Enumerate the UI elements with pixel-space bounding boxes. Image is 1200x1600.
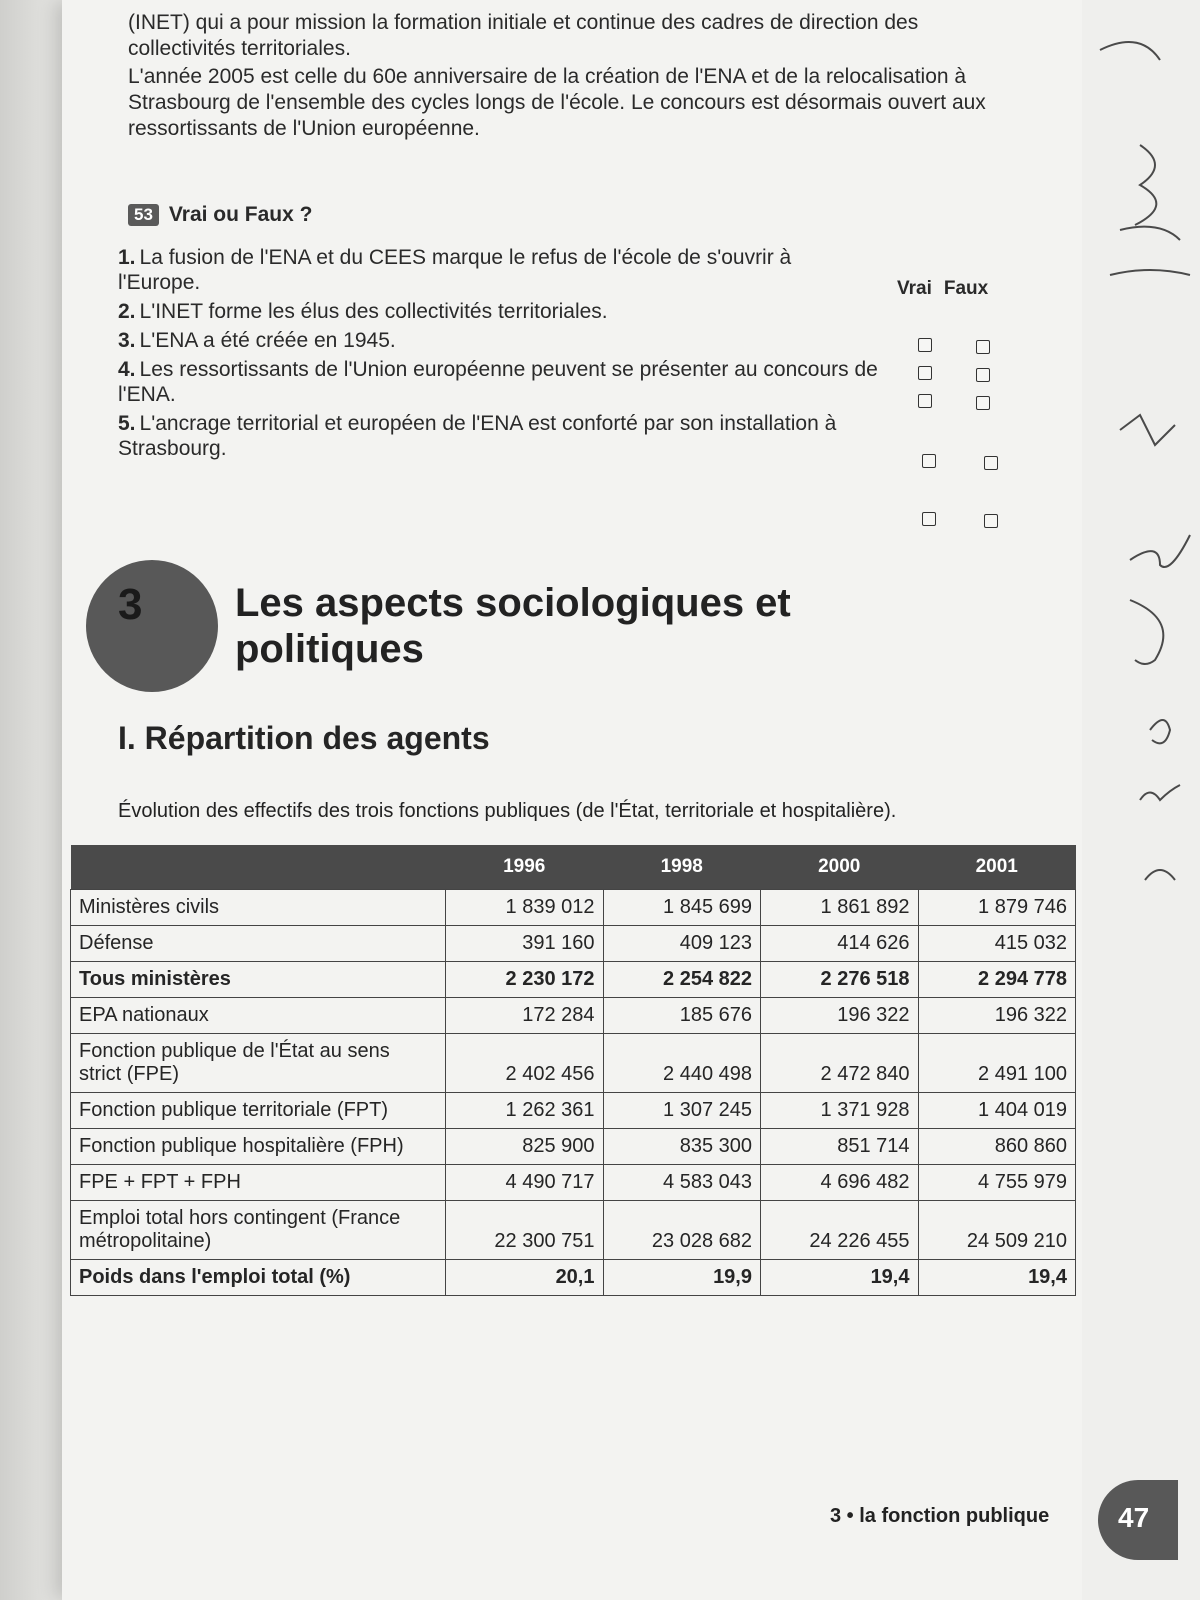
question-item [118, 411, 878, 461]
checkbox-vrai-1[interactable] [918, 338, 932, 352]
question-number: 5. [118, 412, 136, 435]
table-cell: 23 028 682 [603, 1201, 761, 1260]
table-header-cell: 1996 [446, 845, 604, 890]
question-number: 2. [118, 300, 136, 323]
exercise-number-badge: 53 [128, 204, 159, 226]
row-label: Fonction publique territoriale (FPT) [71, 1093, 446, 1129]
question-text: La fusion de l'ENA et du CEES marque le refus de l'école de s'ouvrir à l'Europe. [118, 246, 792, 294]
table-cell: 4 583 043 [603, 1165, 761, 1201]
table-cell: 415 032 [918, 926, 1076, 962]
table-cell: 4 755 979 [918, 1165, 1076, 1201]
table-cell: 1 404 019 [918, 1093, 1076, 1129]
table-cell: 19,4 [761, 1260, 919, 1296]
table-cell: 2 491 100 [918, 1034, 1076, 1093]
table-cell: 825 900 [446, 1129, 604, 1165]
table-row [71, 890, 1076, 926]
row-label: Poids dans l'emploi total (%) [71, 1260, 446, 1296]
table-cell: 4 490 717 [446, 1165, 604, 1201]
table-header-cell [71, 845, 446, 890]
question-item [118, 357, 878, 407]
table-cell: 1 879 746 [918, 890, 1076, 926]
question-text: L'ancrage territorial et européen de l'ENA est conforté par son installation à Strasbourg. [118, 412, 837, 460]
staffing-table [70, 845, 1076, 1296]
row-label: Tous ministères [71, 962, 446, 998]
section-title: Les aspects sociologiques et politiques [235, 581, 791, 671]
table-cell: 1 371 928 [761, 1093, 919, 1129]
table-cell: 19,4 [918, 1260, 1076, 1296]
table-cell: 860 860 [918, 1129, 1076, 1165]
row-label: Fonction publique hospitalière (FPH) [71, 1129, 446, 1165]
table-cell: 851 714 [761, 1129, 919, 1165]
table-row [71, 1034, 1076, 1093]
checkbox-faux-1[interactable] [976, 340, 990, 354]
table-cell: 414 626 [761, 926, 919, 962]
table-row [71, 1201, 1076, 1260]
intro-text [128, 10, 1008, 144]
exercise-title: Vrai ou Faux ? [168, 203, 313, 226]
table-cell: 1 839 012 [446, 890, 604, 926]
row-label: EPA nationaux [71, 998, 446, 1034]
table-cell: 2 254 822 [603, 962, 761, 998]
table-cell: 196 322 [918, 998, 1076, 1034]
table-cell: 196 322 [761, 998, 919, 1034]
row-label: Défense [71, 926, 446, 962]
chapter-footer: 3 • la fonction publique [830, 1505, 1050, 1527]
table-header-cell: 2001 [918, 845, 1076, 890]
table-cell: 391 160 [446, 926, 604, 962]
table-caption: Évolution des effectifs des trois fonctions publiques (de l'État, territoriale et hospitalière). [118, 800, 897, 822]
question-text: L'INET forme les élus des collectivités territoriales. [139, 300, 608, 323]
table-cell: 2 472 840 [761, 1034, 919, 1093]
table-cell: 1 861 892 [761, 890, 919, 926]
row-label: Fonction publique de l'État au sens strict (FPE) [71, 1034, 446, 1093]
table-cell: 185 676 [603, 998, 761, 1034]
checkbox-faux-4[interactable] [984, 456, 998, 470]
table-row [71, 1129, 1076, 1165]
table-cell: 1 262 361 [446, 1093, 604, 1129]
question-item [118, 328, 878, 353]
table-header-row [71, 845, 1076, 890]
section-number: 3 [118, 580, 143, 629]
table-cell: 2 440 498 [603, 1034, 761, 1093]
true-column-label: Vrai [897, 278, 932, 299]
question-number: 3. [118, 329, 136, 352]
table-cell: 172 284 [446, 998, 604, 1034]
table-cell: 2 294 778 [918, 962, 1076, 998]
table-cell: 1 307 245 [603, 1093, 761, 1129]
table-cell: 19,9 [603, 1260, 761, 1296]
row-label: FPE + FPT + FPH [71, 1165, 446, 1201]
exercise-heading [128, 203, 312, 227]
table-cell: 2 230 172 [446, 962, 604, 998]
page-number: 47 [1118, 1502, 1150, 1533]
question-number: 1. [118, 246, 136, 269]
subsection-title: I. Répartition des agents [118, 720, 490, 756]
checkbox-vrai-5[interactable] [922, 512, 936, 526]
question-item [118, 245, 878, 295]
table-cell: 24 509 210 [918, 1201, 1076, 1260]
table-header-cell: 1998 [603, 845, 761, 890]
table-cell: 835 300 [603, 1129, 761, 1165]
table-cell: 2 276 518 [761, 962, 919, 998]
table-cell: 4 696 482 [761, 1165, 919, 1201]
question-item [118, 299, 878, 324]
table-row [71, 1165, 1076, 1201]
table-header-cell: 2000 [761, 845, 919, 890]
checkbox-vrai-2[interactable] [918, 366, 932, 380]
checkbox-vrai-4[interactable] [922, 454, 936, 468]
table-row [71, 926, 1076, 962]
checkbox-vrai-3[interactable] [918, 394, 932, 408]
true-false-header [897, 278, 988, 300]
question-text: L'ENA a été créée en 1945. [139, 329, 396, 352]
checkbox-faux-5[interactable] [984, 514, 998, 528]
checkbox-faux-2[interactable] [976, 368, 990, 382]
question-list [118, 245, 878, 465]
table-cell: 20,1 [446, 1260, 604, 1296]
intro-paragraph-1: (INET) qui a pour mission la formation initiale et continue des cadres de direction des collectivités territoriales. [128, 11, 919, 60]
table-row [71, 1093, 1076, 1129]
row-label: Ministères civils [71, 890, 446, 926]
table-row [71, 998, 1076, 1034]
checkbox-faux-3[interactable] [976, 396, 990, 410]
table-cell: 2 402 456 [446, 1034, 604, 1093]
section-number-circle [86, 560, 218, 692]
question-number: 4. [118, 358, 136, 381]
table-row [71, 962, 1076, 998]
table-cell: 409 123 [603, 926, 761, 962]
table-cell: 24 226 455 [761, 1201, 919, 1260]
table-cell: 1 845 699 [603, 890, 761, 926]
intro-paragraph-2: L'année 2005 est celle du 60e anniversaire de la création de l'ENA et de la relocalisation à Strasbourg de l'ensemble des cycles longs de l'école. Le concours est désormais ouvert aux ressortissants de l'Union européenne. [128, 65, 986, 140]
row-label: Emploi total hors contingent (France métropolitaine) [71, 1201, 446, 1260]
question-text: Les ressortissants de l'Union européenne peuvent se présenter au concours de l'ENA. [118, 358, 878, 406]
table-row [71, 1260, 1076, 1296]
false-column-label: Faux [943, 278, 989, 299]
table-cell: 22 300 751 [446, 1201, 604, 1260]
